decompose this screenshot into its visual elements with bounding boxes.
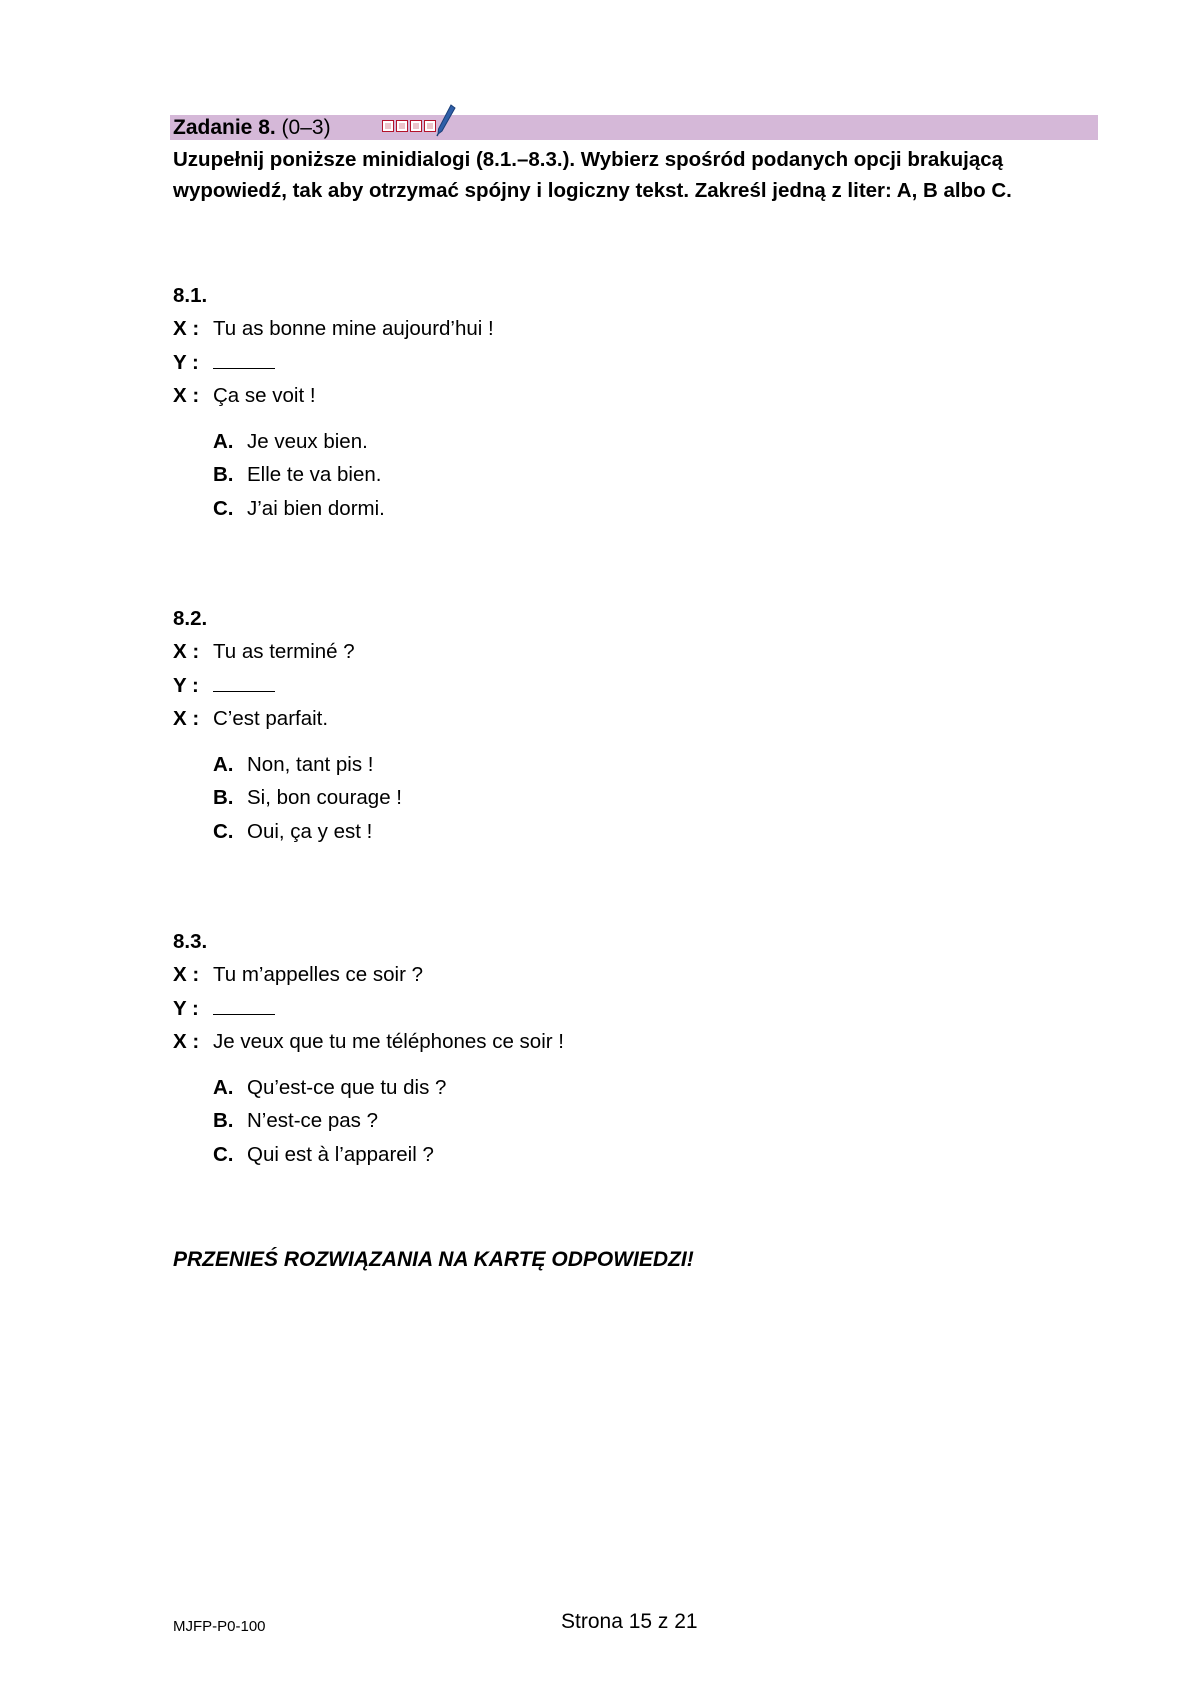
dialog-line: [173, 379, 873, 413]
dialog-text: Tu as bonne mine aujourd’hui !: [213, 317, 494, 340]
answer-options: [213, 425, 873, 526]
dialog-line: [173, 958, 873, 992]
option-b[interactable]: [213, 781, 873, 815]
answer-blank: [213, 671, 275, 692]
speaker-label: Y :: [173, 350, 199, 374]
option-b[interactable]: [213, 1104, 873, 1138]
option-letter: C.: [213, 819, 234, 843]
speaker-label: Y :: [173, 996, 199, 1020]
dialog-text: Tu as terminé ?: [213, 640, 355, 663]
option-letter: B.: [213, 786, 234, 809]
option-letter: C.: [213, 496, 234, 520]
dialog-line: [173, 312, 873, 346]
answer-blank: [213, 994, 275, 1015]
dialog-text: Ça se voit !: [213, 384, 316, 407]
footer-page-number: Strona 15 z 21: [561, 1610, 698, 1633]
option-a[interactable]: [213, 748, 873, 782]
transfer-note: PRZENIEŚ ROZWIĄZANIA NA KARTĘ ODPOWIEDZI!: [173, 1248, 694, 1271]
option-letter: B.: [213, 463, 234, 486]
score-box: [396, 120, 408, 132]
option-letter: C.: [213, 1142, 234, 1166]
score-box: [382, 120, 394, 132]
score-box: [410, 120, 422, 132]
option-text: Si, bon courage !: [247, 786, 402, 809]
task-title-label: Zadanie 8.: [173, 116, 276, 139]
answer-options: [213, 1071, 873, 1172]
footer-code: MJFP-P0-100: [173, 1618, 266, 1635]
exercise-number: 8.1.: [173, 284, 208, 307]
speaker-label: X :: [173, 963, 200, 986]
dialog-line: [173, 992, 873, 1026]
dialog-text: Je veux que tu me téléphones ce soir !: [213, 1030, 564, 1053]
task-points: (0–3): [281, 116, 331, 139]
option-text: N’est-ce pas ?: [247, 1109, 379, 1132]
option-c[interactable]: [213, 815, 873, 849]
option-letter: B.: [213, 1109, 234, 1132]
option-a[interactable]: [213, 425, 873, 459]
dialog-line: [173, 1025, 873, 1059]
option-letter: A.: [213, 429, 234, 453]
task-title: [173, 116, 331, 140]
option-letter: A.: [213, 1075, 234, 1099]
task-instruction: Uzupełnij poniższe minidialogi (8.1.–8.3.). Wybierz spośród podanych opcji brakującą wypowiedź, tak aby otrzymać spójny i logiczny tekst. Zakreśl jedną z liter: A, B albo C.: [173, 148, 1012, 202]
option-c[interactable]: [213, 492, 873, 526]
exercise-8-1: [173, 279, 873, 525]
dialog-text: Tu m’appelles ce soir ?: [213, 963, 424, 986]
answer-blank: [213, 348, 275, 369]
option-text: Je veux bien.: [247, 429, 368, 453]
dialog-line: [173, 635, 873, 669]
exercise-8-2: [173, 602, 873, 848]
speaker-label: X :: [173, 317, 200, 340]
option-text: J’ai bien dormi.: [247, 496, 385, 520]
score-boxes-icon: [382, 120, 436, 132]
exercise-number: 8.3.: [173, 930, 208, 953]
option-c[interactable]: [213, 1138, 873, 1172]
speaker-label: X :: [173, 1030, 200, 1053]
dialog-line: [173, 669, 873, 703]
dialog-line: [173, 702, 873, 736]
speaker-label: X :: [173, 707, 200, 730]
pen-icon: [434, 103, 456, 137]
speaker-label: X :: [173, 640, 200, 663]
option-text: Oui, ça y est !: [247, 819, 373, 843]
dialog-line: [173, 346, 873, 380]
option-letter: A.: [213, 752, 234, 776]
option-text: Elle te va bien.: [247, 463, 382, 486]
dialog-text: C’est parfait.: [213, 707, 329, 730]
option-b[interactable]: [213, 458, 873, 492]
option-a[interactable]: [213, 1071, 873, 1105]
option-text: Non, tant pis !: [247, 752, 374, 776]
option-text: Qu’est-ce que tu dis ?: [247, 1075, 447, 1099]
speaker-label: Y :: [173, 673, 199, 697]
speaker-label: X :: [173, 384, 200, 407]
option-text: Qui est à l’appareil ?: [247, 1142, 434, 1166]
answer-options: [213, 748, 873, 849]
exercise-8-3: [173, 925, 873, 1171]
exercise-number: 8.2.: [173, 607, 208, 630]
task-header: [170, 115, 1098, 140]
